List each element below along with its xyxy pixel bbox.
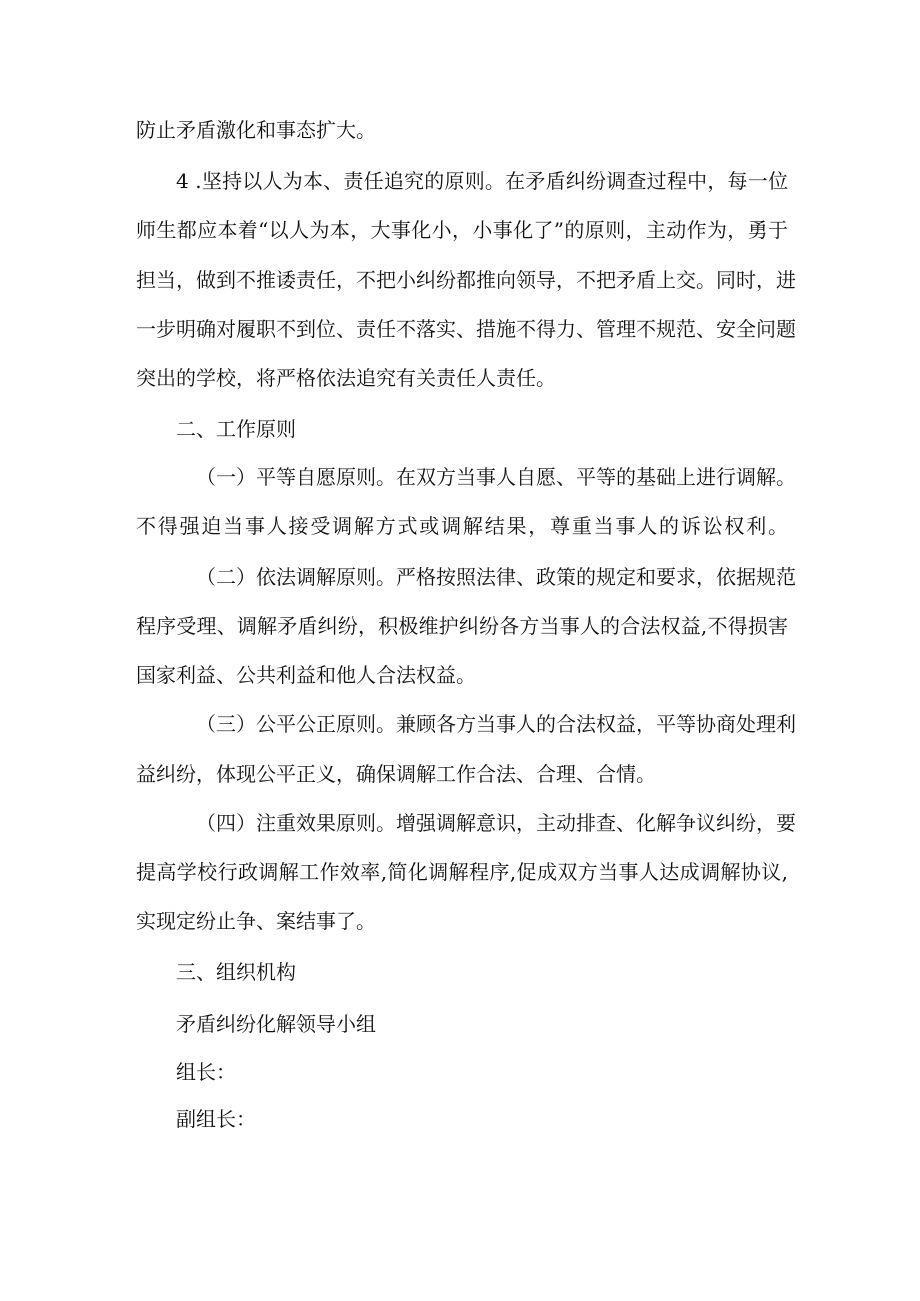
text-line-14: 益纠纷，体现公平正义，确保调解工作合法、合理、合情。 <box>136 762 656 786</box>
text-line-12: 国家利益、公共利益和他人合法权益。 <box>136 663 476 687</box>
text-line-2: 4 .坚持以人为本、责任追究的原则。在矛盾纠纷调查过程中，每一位 <box>176 169 788 193</box>
text-line-4: 担当，做到不推诿责任，不把小纠纷都推向领导，不把矛盾上交。同时，进 <box>136 268 796 292</box>
text-line-13: （三）公平公正原则。兼顾各方当事人的合法权益，平等协商处理利 <box>196 712 796 736</box>
text-line-8: （一）平等自愿原则。在双方当事人自愿、平等的基础上进行调解。 <box>196 465 796 489</box>
section-heading-3: 三、组织机构 <box>176 960 296 984</box>
text-line-16: 提高学校行政调解工作效率,简化调解程序,促成双方当事人达成调解协议, <box>136 860 788 884</box>
text-line-9: 不得强迫当事人接受调解方式或调解结果，尊重当事人的诉讼权利。 <box>136 514 788 538</box>
text-line-17: 实现定纷止争、案结事了。 <box>136 909 376 933</box>
group-deputy-leader-label: 副组长： <box>176 1107 256 1131</box>
text-line-10: （二）依法调解原则。严格按照法律、政策的规定和要求，依据规范 <box>196 565 796 589</box>
group-leader-label: 组长： <box>176 1060 236 1084</box>
text-line-3: 师生都应本着“以人为本，大事化小，小事化了”的原则，主动作为，勇于 <box>136 218 788 242</box>
text-line-15: （四）注重效果原则。增强调解意识，主动排查、化解争议纠纷，要 <box>196 811 796 835</box>
section-heading-2: 二、工作原则 <box>176 417 296 441</box>
text-line-5: 一步明确对履职不到位、责任不落实、措施不得力、管理不规范、安全问题 <box>136 317 796 341</box>
group-title: 矛盾纠纷化解领导小组 <box>176 1012 376 1036</box>
text-line-6: 突出的学校，将严格依法追究有关责任人责任。 <box>136 366 556 390</box>
text-line-1: 防止矛盾激化和事态扩大。 <box>136 118 376 142</box>
text-line-11: 程序受理、调解矛盾纠纷，积极维护纠纷各方当事人的合法权益,不得损害 <box>136 614 788 638</box>
